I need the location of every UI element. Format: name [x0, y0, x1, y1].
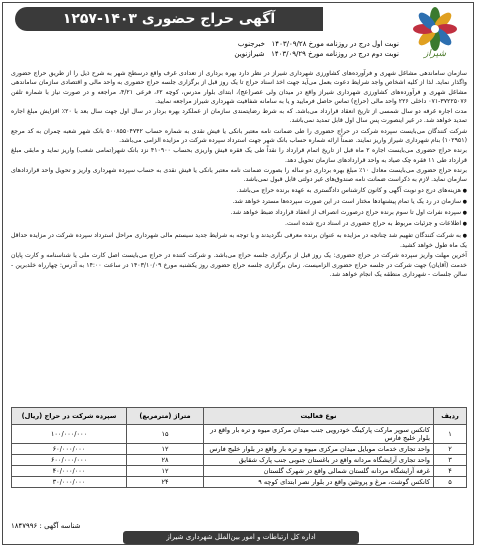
pub-line-2-text: نوبت دوم درج در روزنامه مورخ ۱۴۰۳/۰۹/۲۹ [271, 50, 399, 58]
col-header-activity: نوع فعالیت [204, 408, 434, 425]
body-bullet-reject: ● سازمان در رد یک یا تمام پیشنهادها مختار است در این صورت سپرده‌ها مسترد خواهد شد. [11, 197, 467, 207]
cell-area: ۱۵ [127, 425, 204, 444]
cell-index: ۵ [434, 477, 467, 488]
body-paragraph-deposit: شرکت کنندگان می‌بایست سپرده شرکت در حراج حضوری را طی ضمانت نامه معتبر بانکی یا فیش نقدی به شماره حساب ۵۰۰۸۵۵۰۴۷۴۲ بانک شهر شعبه چمران به کد مرجع (۱۰۲۹۵۱) بنام شهرداری شیراز واریز نمایند. ضمناً ارائه شماره حساب بانک شهر جهت استرداد سپرده شرکت در مزایده الزامی می‌باشد. [11, 127, 467, 145]
cell-deposit: ۴۰/۰۰۰/۰۰۰ [12, 466, 127, 477]
cell-deposit: ۶۰۰/۰۰۰/۰۰۰ [12, 455, 127, 466]
cell-activity: کانکس سوپر مارکت پارکینگ خودرویی جنب میدان مرکزی میوه و تره بار واقع در بلوار خلیج فارس [204, 425, 434, 444]
notice-header [3, 3, 473, 65]
cell-deposit: ۳۰/۰۰۰/۰۰۰ [12, 477, 127, 488]
table-row [12, 477, 467, 488]
table-row [12, 425, 467, 444]
notice-title: آگهی حراج حضوری ۱۴۰۳-۱۲۵۷ [15, 7, 323, 31]
body-bullet-details: ● اطلاعات و جزئیات مربوط به حراج حضوری در اسناد درج شده است. [11, 219, 467, 229]
body-paragraph-payment: برنده حراج حضوری می‌بایست اجاره ۲ ماه قبل از تاریخ اتمام قرارداد را نقداً طی یک فقره فیش واریزی بحساب ۴۱۰۹۰۰ نزد بانک شهر(تمامی شعب) واریز نماید و مابقی مبلغ قرارداد طی ۱۱ فقره چک صیاد به واحد قراردادهای سازمان تحویل دهد. [11, 147, 467, 164]
table-row [12, 466, 467, 477]
table-header-row [12, 408, 467, 425]
publication-dates [11, 39, 399, 59]
cell-area: ۲۸ [127, 455, 204, 466]
cell-index: ۲ [434, 444, 467, 455]
body-paragraph-duration: مدت اجاره غرفه دو سال شمسی از تاریخ انعقاد قرارداد می‌باشد. که به شرط رضایتمندی سازمان از عملکرد بهره بردار در سال اول جهت سال بعد با ۲۰٪ افزایش مبلغ اجاره تمدید خواهد شد. در غیر اینصورت پس سال اول قابل تمدید نمی‌باشد. [11, 108, 467, 125]
cell-index: ۱ [434, 425, 467, 444]
notice-id: شناسه آگهی : ۱۸۴۷۹۹۶ [11, 522, 81, 530]
cell-activity: واحد تجاری خدمات موبایل میدان مرکزی میوه و تره بار واقع در بلوار خلیج فارس [204, 444, 434, 455]
cell-activity: واحد تجاری آرایشگاه مردانه واقع در باغستان جنوبی جنب پارک شقایق [204, 455, 434, 466]
cell-area: ۲۴ [127, 477, 204, 488]
pub-line-2-paper: شیرازنوین [234, 50, 265, 58]
body-paragraph-intro: سازمان ساماندهی مشاغل شهری و فرآورده‌های کشاورزی شهرداری شیراز در نظر دارد بهره برداری از تعدادی غرف واقع درسطح شهر به شرح ذیل را از طریق حراج حضوری واگذار نماید. لذا از کلیه اشخاص واجد شرایط دعوت بعمل می‌آید جهت اخذ اسناد حراج تا یک روز قبل از برگزاری جلسه حراج حضوری به واحد مالی و اقتصادی سازمان ساماندهی مشاغل شهری و فرآورده‌های کشاورزی شهرداری شیراز واقع در میدان ولی عصر(عج)، ابتدای بلوار مدرس، کوچه ۶۲، فرعی ۴/۲۱، مراجعه و در صورت نیاز با شماره تلفن ۳۷۲۲۵۰۷۶-۰۷۱ داخلی ۲۲۶ واحد مالی (حراج) تماس حاصل فرمایید و یا به سامانه شفافیت شهرداری شیراز مراجعه نمایید. [11, 70, 467, 105]
col-header-index: ردیف [434, 408, 467, 425]
cell-index: ۳ [434, 455, 467, 466]
cell-index: ۴ [434, 466, 467, 477]
body-paragraph-deadline: آخرین مهلت واریز سپرده شرکت در حراج حضوری: یک روز قبل از برگزاری جلسه حراج می‌باشد. و شرکت کننده در حراج می‌بایست اصل کارت ملی یا شناسنامه و کارت پایان خدمت (آقایان) جهت شرکت در جلسه حراج حضوری الزامیست. زمان برگزاری جلسه حراج حضوری روز یکشنبه مورخ ۱۴۰۳/۱۰/۰۹ در ساعت ۱۴:۰۰ به آدرس: چهارراه خلدبرین - سالن جلسات - شهرداری منطقه یک انجام خواهد شد. [11, 252, 468, 278]
notice-frame [2, 2, 474, 545]
body-bullet-refund: ● به شرکت کنندگان تفهیم شد چنانچه در مزایده به عنوان برنده معرفی نگردیدند و یا توجه به شرایط جدید سیستم مالی شهرداری مراحل استرداد سپرده شرکت در مزایده حداقل یک ماه طول خواهد کشید. [11, 231, 467, 251]
notice-body [11, 69, 467, 280]
cell-deposit: ۶۰/۰۰۰/۰۰۰ [12, 444, 127, 455]
table-row [12, 455, 467, 466]
pub-line-2 [11, 49, 399, 59]
col-header-deposit: سپرده شرکت در حراج (ریال) [12, 408, 127, 425]
cell-area: ۱۲ [127, 444, 204, 455]
pub-line-1-paper: خبرجنوب [237, 40, 265, 48]
col-header-area: متراژ (مترمربع) [127, 408, 204, 425]
issuing-organization: اداره کل ارتباطات و امور بین‌الملل شهرداری شیراز [123, 531, 359, 544]
auction-items-table [11, 407, 467, 488]
body-paragraph-guarantee: برنده حراج حضوری می‌بایست معادل ۱۰٪ مبلغ بهره برداری دو ساله را بصورت ضمانت نامه معتبر بانکی یا فیش نقدی به حساب سپرده شهرداری واریز و تحویل واحد قراردادهای سازمان نماید. لازم به ذکراست ضمانت نامه صندوق‌های غیر دولتی قابل قبول نمی‌باشد. [11, 166, 467, 184]
pub-line-1 [11, 39, 399, 49]
table-row [12, 444, 467, 455]
pub-line-1-text: نوبت اول درج در روزنامه مورخ ۱۴۰۳/۰۹/۲۸ [271, 40, 399, 48]
cell-area: ۱۲ [127, 466, 204, 477]
body-bullet-costs: ● هزینه‌های درج دو نوبت آگهی و کانون کارشناس دادگستری به عهده برنده حراج می‌باشد. [11, 186, 467, 196]
cell-activity: غرفه آرایشگاه مردانه گلستان شمالی واقع در شهرک گلستان [204, 466, 434, 477]
body-bullet-forfeit: ● سپرده نفرات اول تا سوم برنده حراج درصورت انصراف از انعقاد قرارداد ضبط خواهد شد. [11, 208, 467, 218]
cell-activity: کانکس گوشت، مرغ و پروتئین واقع در بلوار نصر ابتدای کوچه ۹ [204, 477, 434, 488]
cell-deposit: ۱۰۰/۰۰۰/۰۰۰ [12, 425, 127, 444]
logo-city-label: شیراز [423, 49, 447, 59]
